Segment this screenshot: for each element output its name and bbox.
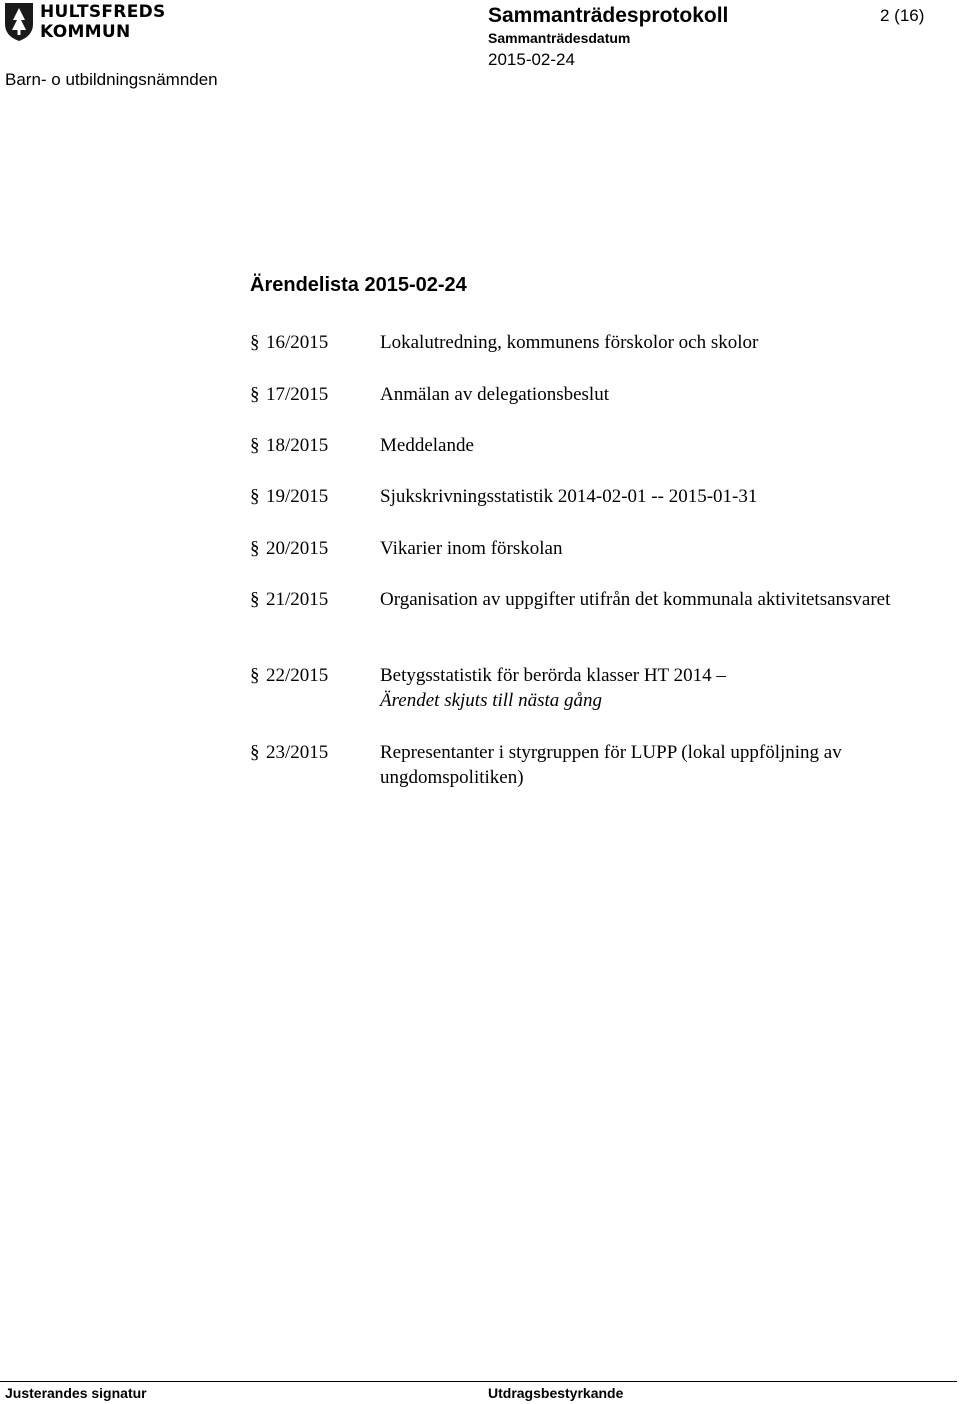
- item-number: 22/2015: [266, 665, 329, 686]
- section-symbol: §: [250, 742, 260, 763]
- item-body: [380, 663, 920, 713]
- agenda-item: [250, 740, 930, 790]
- item-number: 20/2015: [266, 538, 329, 559]
- agenda-item: [250, 536, 930, 561]
- logo-line-2: KOMMUN: [40, 22, 131, 42]
- item-note: Ärendet skjuts till nästa gång: [380, 690, 603, 711]
- item-number: 19/2015: [266, 486, 329, 507]
- section-symbol: §: [250, 384, 260, 405]
- agenda-item: [250, 587, 930, 612]
- item-title: Representanter i styrgruppen för LUPP (lokal uppföljning av ungdomspolitiken): [380, 742, 842, 788]
- section-symbol: §: [250, 589, 260, 610]
- item-title: Meddelande: [380, 435, 474, 456]
- meeting-date: 2015-02-24: [488, 50, 575, 69]
- section-symbol: §: [250, 538, 260, 559]
- agenda-item: [250, 484, 930, 509]
- logo-line-1: HULTSFREDS: [40, 2, 166, 22]
- agenda-heading: Ärendelista 2015-02-24: [250, 274, 467, 296]
- agenda-item: [250, 433, 930, 458]
- section-symbol: §: [250, 486, 260, 507]
- coat-of-arms-icon: [4, 2, 34, 42]
- item-title: Sjukskrivningsstatistik 2014-02-01 -- 2015-01-31: [380, 486, 758, 507]
- item-title: Betygsstatistik för berörda klasser HT 2014 –: [380, 665, 726, 686]
- municipality-logo: [4, 2, 179, 46]
- item-title: Organisation av uppgifter utifrån det kommunala aktivitetsansvaret: [380, 589, 891, 610]
- item-title: Lokalutredning, kommunens förskolor och skolor: [380, 332, 759, 353]
- item-title: Anmälan av delegationsbeslut: [380, 384, 609, 405]
- item-number: 21/2015: [266, 589, 329, 610]
- meeting-date-label: Sammanträdesdatum: [488, 30, 631, 46]
- item-number: 23/2015: [266, 742, 329, 763]
- page-number: 2 (16): [880, 6, 925, 25]
- item-title: Vikarier inom förskolan: [380, 538, 563, 559]
- item-number: 17/2015: [266, 384, 329, 405]
- footer-signature-label: Justerandes signatur: [5, 1385, 147, 1401]
- section-symbol: §: [250, 665, 260, 686]
- agenda-item: [250, 382, 930, 407]
- section-symbol: §: [250, 332, 260, 353]
- agenda-item: [250, 663, 930, 713]
- item-number: 18/2015: [266, 435, 329, 456]
- org-unit: Barn- o utbildningsnämnden: [5, 70, 218, 89]
- footer-divider: [0, 1381, 957, 1382]
- document-title: Sammanträdesprotokoll: [488, 4, 729, 27]
- footer-certification-label: Utdragsbestyrkande: [488, 1385, 624, 1401]
- agenda-item: [250, 330, 930, 355]
- item-number: 16/2015: [266, 332, 329, 353]
- logo-wordmark: [40, 2, 166, 42]
- section-symbol: §: [250, 435, 260, 456]
